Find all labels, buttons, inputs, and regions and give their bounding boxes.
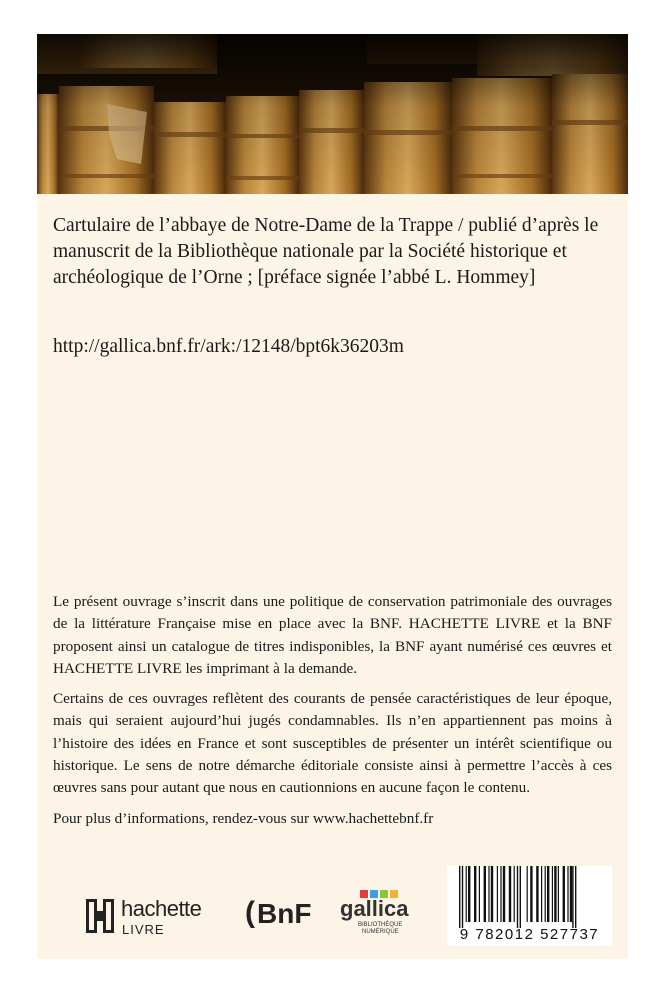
bnf-bracket-icon: ( (245, 896, 255, 929)
hachette-wordmark: hachette (121, 896, 202, 921)
bnf-logo (245, 896, 325, 936)
gallica-subtitle-line1: BIBLIOTHÈQUE (358, 922, 403, 928)
notice-paragraph-more-info: Pour plus d’informations, rendez-vous sur www.hachettebnf.fr (53, 809, 434, 827)
hachette-mark-icon (85, 898, 115, 934)
book-spines-photo (37, 34, 628, 194)
isbn-barcode (447, 866, 612, 946)
gallica-wordmark: gallica (340, 896, 409, 921)
hachette-livre-logo (85, 894, 220, 938)
bnf-wordmark: BnF (257, 898, 312, 929)
gallica-subtitle-line2: NUMÉRIQUE (362, 929, 399, 935)
publisher-notice (53, 591, 612, 838)
barcode-digits: 9 782012 527737 (459, 926, 600, 943)
gallica-logo (340, 888, 425, 938)
publisher-logos (85, 888, 425, 938)
livre-wordmark: LIVRE (122, 922, 165, 937)
book-title: Cartulaire de l’abbaye de Notre-Dame de la Trappe / publié d’après le manuscrit de la Bibliothèque nationale par la Société historique et archéologique de l’Orne ; [préface signée l’abbé L. Hommey] (53, 215, 599, 288)
notice-paragraph-conservation: Le présent ouvrage s’inscrit dans une politique de conservation patrimoniale des ouvrages de la littérature Française mise en place avec la BNF. HACHETTE LIVRE et la BNF proposent ainsi un catalogue de titres indisponibles, la BNF ayant numérisé ces œuvres et HACHETTE LIVRE les imprimant à la demande. (53, 593, 612, 677)
barcode-bars (447, 866, 612, 928)
source-url: http://gallica.bnf.fr/ark:/12148/bpt6k36203m (53, 336, 404, 357)
notice-paragraph-disclaimer: Certains de ces ouvrages reflètent des courants de pensée caractéristiques de leur époque, mais qui seraient aujourd’hui jugés condamnables. Ils n’en appartiennent pas moins à l’histoire des idées en France et sont susceptibles de présenter un intérêt scientifique ou historique. Le sens de notre démarche éditoriale consiste ainsi à permettre l’accès à ces œuvres sans pour autant que nous en cautionnions en aucune façon le contenu. (53, 690, 612, 797)
